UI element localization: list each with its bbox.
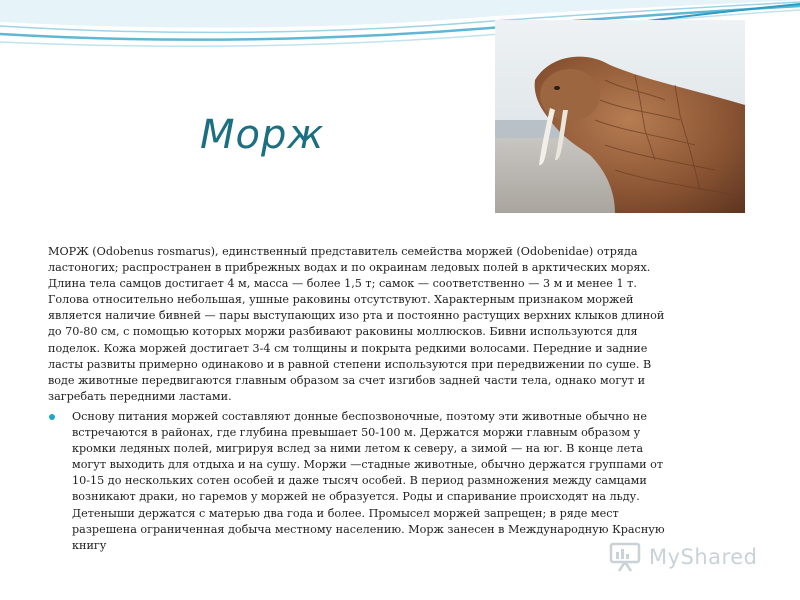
slide-body (48, 244, 670, 554)
paragraph-description: МОРЖ (Odobenus rosmarus), единственный представитель семейства моржей (Odobenidae) отряда ластоногих; распространен в прибрежных водах и по окраинам ледовых полей в арктических морях. Длина тела самцов достигает 4 м, масса — более 1,5 т; самок — соответственно — 3 м и менее 1 т. Голова относительно небольшая, ушные раковины отсутствуют. Характерным признаком моржей является наличие бивней — пары выступающих изо рта и постоянно растущих верхних клыков длиной до 70-80 см, с помощью которых моржи разбивают раковины моллюсков. Бивни используются для поделок. Кожа моржей достигает 3-4 см толщины и покрыта редкими волосами. Передние и задние ласты развиты примерно одинаково и в равной степени используются при передвижении по суше. В воде животные передвигаются главным образом за счет изгибов задней части тела, однако могут и загребать передними ластами. (48, 245, 665, 403)
bullet-icon (49, 414, 55, 420)
slide-title: Морж (200, 112, 325, 158)
watermark-logo (609, 540, 769, 574)
paragraph-diet-text: Основу питания моржей составляют донные беспозвоночные, поэтому эти животные обычно не встречаются в районах, где глубина превышает 50-100 м. Держатся моржи главным образом у кромки ледяных полей, мигрируя вслед за ними летом к северу, а зимой — на юг. В конце лета могут выходить для отдыха и на сушу. Моржи —стадные животные, обычно держатся группами от 10-15 до нескольких сотен особей и даже тысяч особей. В период размножения между самцами возникают драки, но гаремов у моржей не образуется. Роды и спаривание происходят на льду. Детеныши держатся с матерью два года и более. Промысел моржей запрещен; в ряде мест разрешена ограниченная добыча местному населению. Морж занесен в Международную Красную книгу (72, 409, 665, 552)
watermark-text: MyShared (649, 545, 758, 569)
paragraph-diet (72, 409, 670, 554)
presentation-board-icon (609, 542, 641, 572)
walrus-photo (495, 20, 745, 213)
